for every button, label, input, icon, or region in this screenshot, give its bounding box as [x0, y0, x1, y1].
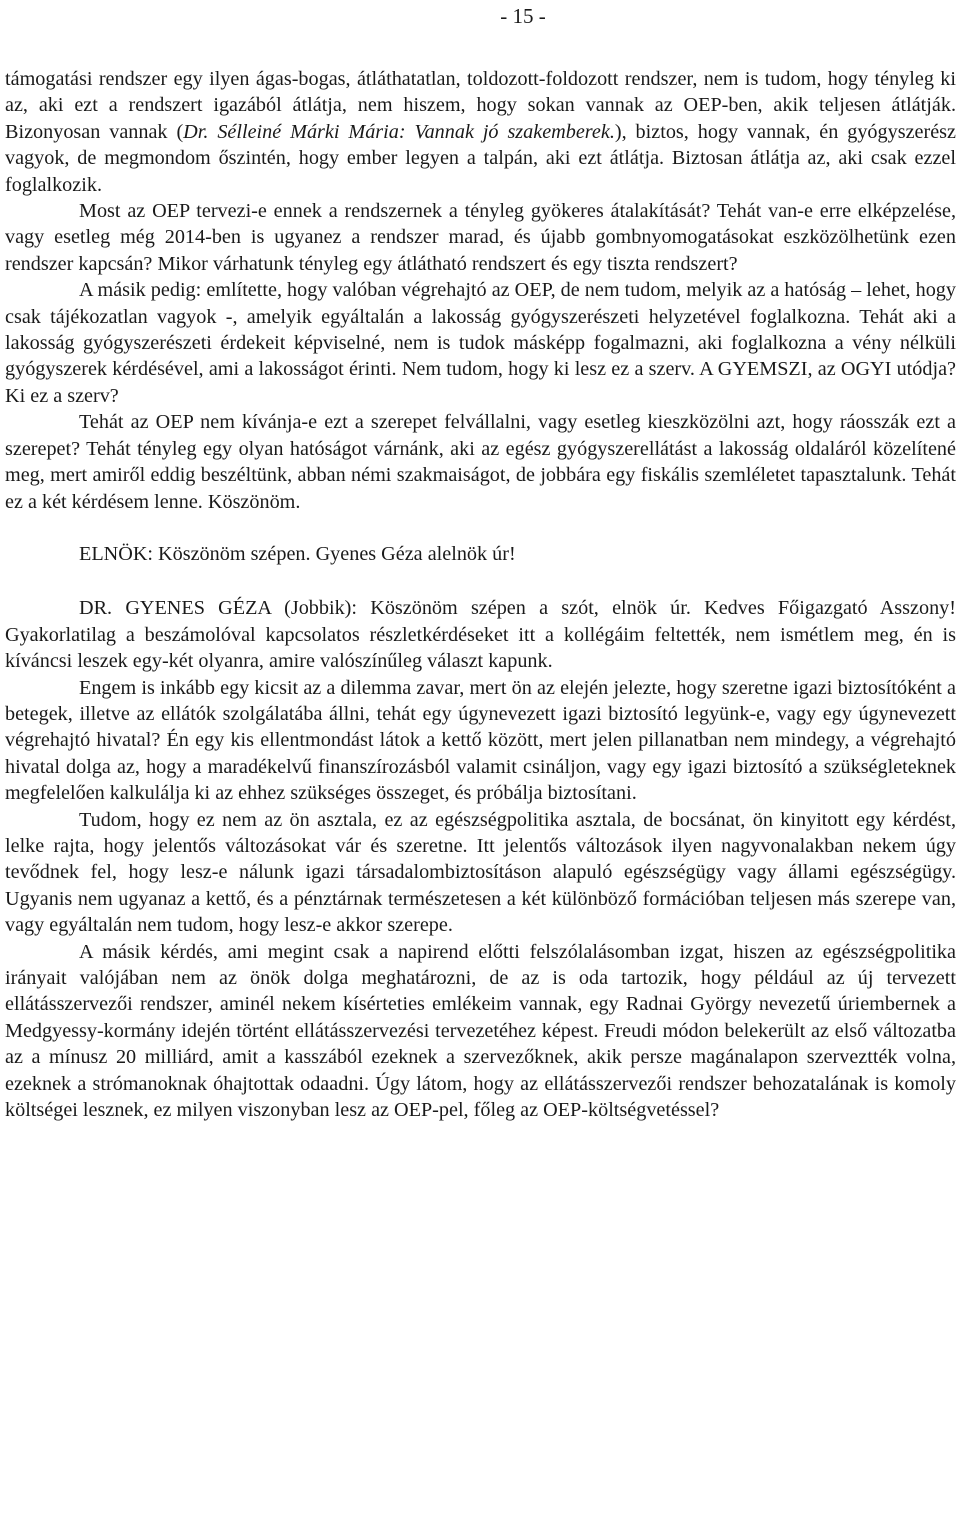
paragraph-8: Tudom, hogy ez nem az ön asztala, ez az egészségpolitika asztala, de bocsánat, ön kinyitott egy kérdést, lelke rajta, hogy jelentős változásokat vár és szeretne. Itt jelentős változások ilyen nagyvonalakban nekem úgy tevődnek fel, hogy lesz-e nálunk igazi társadalombiztosításon alapuló egészségügy vagy állami egészségügy. Ugyanis nem ugyanaz a kettő, és a pénztárnak természetesen a két különböző formációban teljesen más szerepe van, vagy egyáltalán nem tudom, hogy lesz-e akkor szerepe.	[5, 808, 956, 937]
paragraph-1	[5, 66, 956, 198]
paragraph-speaker: DR. GYENES GÉZA (Jobbik): Köszönöm szépen a szót, elnök úr. Kedves Főigazgató Asszony! Gyakorlatilag a beszámolóval kapcsolatos részletkérdéseket itt a kollégáim feltették, nem ismétlem meg, én is kíváncsi leszek egy-két olyanra, amire valószínűleg választ kapunk.	[5, 597, 956, 673]
paragraph-1-text-b: ), biztos, hogy vannak, én gyógyszerész vagyok, de megmondom őszintén, hogy ember legyen a talpán, aki ezt átlátja. Biztosan átlátja az, aki csak ezzel foglalkozik.	[5, 120, 956, 196]
page-number: - 15 -	[500, 4, 546, 28]
interjection-note: Dr. Sélleiné Márki Mária: Vannak jó szakemberek.	[183, 120, 615, 143]
paragraph-2: Most az OEP tervezi-e ennek a rendszernek a tényleg gyökeres átalakítását? Tehát van-e erre elképzelése, vagy esetleg még 2014-ben is ugyanez a rendszer marad, és újabb gombnyomogatásokat eszközölhetünk ezen rendszer kapcsán? Mikor várhatunk tényleg egy átlátható rendszert és egy tiszta rendszert?	[5, 200, 956, 275]
document-body	[5, 66, 956, 1123]
paragraph-1-text-a: támogatási rendszer egy ilyen ágas-bogas, átláthatatlan, toldozott-foldozott rendszer, nem is tudom, hogy tényleg ki az, aki ezt a rendszert igazából átlátja, nem hiszem, hogy sokan vannak az OEP-ben, akik teljesen átlátják. Bizonyosan vannak (	[5, 68, 956, 143]
paragraph-9: A másik kérdés, ami megint csak a napirend előtti felszólalásomban izgat, hiszen az egészségpolitika irányait valójában nem az önök dolga meghatározni, de az is oda tartozik, hogy például az új tervezett ellátásszervezői rendszer, aminél nekem kísérteties emlékeim vannak, egy Radnai György nevezetű úriembernek a Medgyessy-kormány idején történt ellátásszervezési tervezetéhez képest. Freudi módon belekerült az első változatba az a mínusz 20 milliárd, amit a kasszából ezeknek a szervezőknek, akik persze magánalapon szerveztték volna, ezeknek a strómanoknak óhajtottak odaadni. Úgy látom, hogy az ellátásszervezői rendszer behozatalának is komoly költségei lesznek, ez milyen viszonyban lesz az OEP-pel, főleg az OEP-költségvetéssel?	[5, 940, 956, 1122]
paragraph-chairman: ELNÖK: Köszönöm szépen. Gyenes Géza alelnök úr!	[79, 542, 516, 565]
paragraph-4: Tehát az OEP nem kívánja-e ezt a szerepet felvállalni, vagy esetleg kieszközölni azt, hogy ráosszák ezt a szerepet? Tehát tényleg egy olyan hatóságot várnánk, aki az egész gyógyszerellátást a lakosság oldaláról közelítené meg, mert amiről eddig beszéltünk, abban némi szakmaiságot, de jobbára egy fiskális szemléletet tapasztalunk. Tehát ez a két kérdésem lenne. Köszönöm.	[5, 411, 956, 513]
paragraph-3: A másik pedig: említette, hogy valóban végrehajtó az OEP, de nem tudom, melyik az a hatóság – lehet, hogy csak tájékozatlan vagyok -, amelyik egyáltalán a lakosság gyógyszerészeti helyzetével foglalkozna. Tehát aki a lakosság gyógyszerészeti érdekeit képviselné, nem is tudok másképp fogalmazni, aki foglalkozna a vény nélküli gyógyszerek kérdésével, ami a lakosságot érinti. Nem tudom, hogy ki lesz ez a szerv. A GYEMSZI, az OGYI utódja? Ki ez a szerv?	[5, 279, 956, 407]
paragraph-7: Engem is inkább egy kicsit az a dilemma zavar, mert ön az elején jelezte, hogy szeretne igazi biztosítóként a betegek, illetve az ellátók szolgálatába állni, tehát egy úgynevezett igazi biztosító legyünk-e, vagy egy úgynevezett végrehajtó hivatal? Én egy kis ellentmondást látok a kettő között, mert jelen pillanatban nem mindegy, a végrehajtó hivatal dolga az, hogy a maradékelvű finanszírozásból valamit csináljon, vagy egy igazi biztosító a szükségleteknek megfelelően kalkulálja ki az ehhez szükséges összeget, és próbálja biztosítani.	[5, 676, 956, 805]
